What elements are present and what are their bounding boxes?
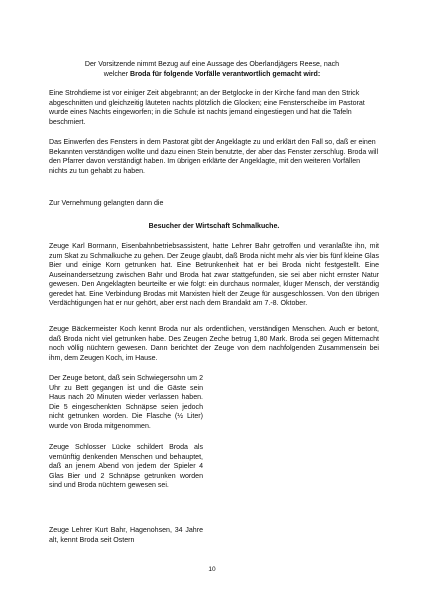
paragraph-hearing: Zur Vernehmung gelangten dann die: [49, 200, 164, 207]
intro-line-2-bold: Broda für folgende Vorfälle verantwortlich gemacht wird:: [130, 70, 321, 78]
paragraph-bahr: Zeuge Lehrer Kurt Bahr, Hagenohsen, 34 Jahre alt, kennt Broda seit Ostern: [49, 527, 203, 544]
paragraph-bormann: Zeuge Karl Bormann, Eisenbahnbetriebsassistent, hatte Lehrer Bahr getroffen und veranlaßte ihn, mit zum Skat zu Schmalkuche zu gehen. Der Zeuge glaubt, daß Broda nicht mehr als vier bis fünf kleine Glas Bier und einige Korn getrunken hat. Eine Betrunkenheit hat er bei Broda nicht festgestellt. Eine Auseinandersetzung zwischen Bahr und Broda hat zwar stattgefunden, sie sei aber nicht ernster Natur gewesen. Den Angeklagten beurteilte er wie folgt: ein durchaus normaler, kluger Mensch, der verständig geredet hat. Eine Verbindung Brodas mit Marxisten hielt der Zeuge für ausgeschlossen. Von den übrigen Verdächtigungen hat er nur gehört, aber erst nach dem Brandakt am 7.-8. Oktober.: [49, 243, 379, 308]
intro-line-1: Der Vorsitzende nimmt Bezug auf eine Aussage des Oberlandjägers Reese, nach: [84, 61, 340, 68]
paragraph-incidents: Eine Strohdieme ist vor einiger Zeit abgebrannt; an der Betglocke in der Kirche fand man den Strick abgeschnitten und gleichzeitig läuteten nachts plötzlich die Glocken; eine Fensterscheibe im Pastorat wurde eines Nachts eingeworfen; in die Schule ist nachts jemand eingestiegen und hat die Tafeln beschmiert.: [49, 90, 365, 126]
intro-line-2-plain: welcher: [103, 70, 131, 78]
paragraph-luecke: Zeuge Schlosser Lücke schildert Broda als vernünftig denkenden Menschen und behauptet, daß an jenem Abend von jedem der Spieler 4 Glas Bier und 2 Schnäpse getrunken worden sind und Broda nüchtern gewesen sei.: [49, 444, 203, 490]
paragraph-window: Das Einwerfen des Fensters in dem Pastorat gibt der Angeklagte zu und erklärt den Fall so, daß er einen Bekannten verständigen wollte und dazu einen Stein benutzte, der aber das Fenster zerschlug. Broda will den Pfarrer davon verständigt haben. Im übrigen erklärte der Angeklagte, mit den weiteren Vorfällen nichts zu tun gehabt zu haben.: [49, 139, 379, 175]
intro-paragraph: [46, 60, 378, 79]
section-heading: Besucher der Wirtschaft Schmalkuche.: [148, 223, 280, 230]
page-number: 10: [208, 566, 216, 573]
paragraph-koch: Zeuge Bäckermeister Koch kennt Broda nur als ordentlichen, verständigen Menschen. Auch er betont, daß Broda nicht viel getrunken habe. Des Zeugen Zeche betrug 1,80 Mark. Broda sei gegen Mitternacht noch völlig nüchtern gewesen. Dann berichtet der Zeuge von dem nachfolgenden Zusammensein bei ihm, dem Zeugen Koch, im Hause.: [49, 326, 379, 362]
paragraph-koch-2: Der Zeuge betont, daß sein Schwiegersohn um 2 Uhr zu Bett gegangen ist und die Gäste sein Haus nach 20 Minuten wieder verlassen haben. Die 5 eingeschenkten Schnäpse seien jedoch nicht getrunken worden. Die Flasche (½ Liter) wurde von Broda mitgenommen.: [49, 375, 203, 430]
